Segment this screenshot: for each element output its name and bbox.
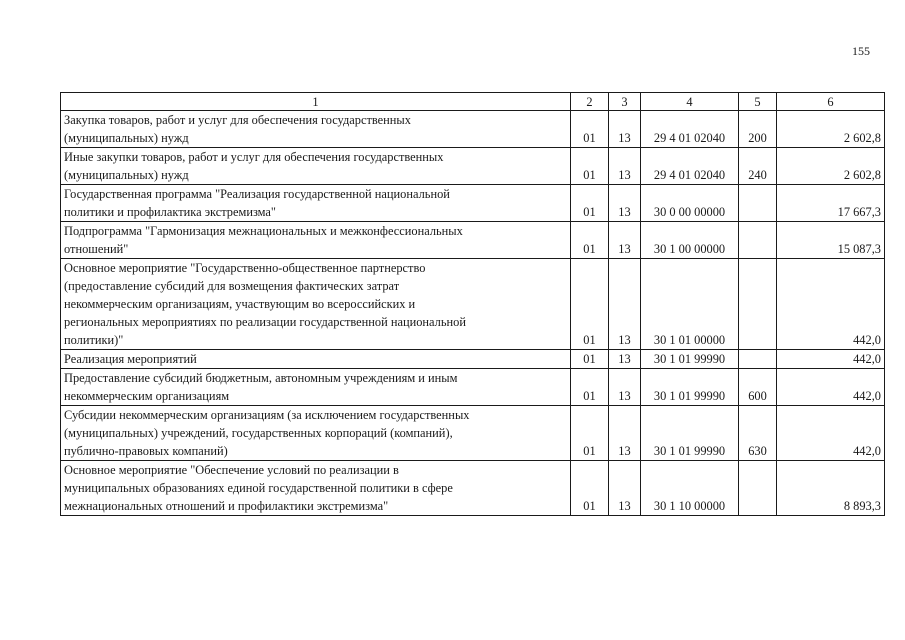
- row-name: [61, 369, 571, 406]
- row-section: 01: [571, 350, 609, 369]
- table-row: [61, 350, 885, 369]
- row-section: 01: [571, 406, 609, 461]
- row-name: [61, 222, 571, 259]
- table-row: [61, 222, 885, 259]
- row-target-code: 30 1 01 00000: [641, 259, 739, 350]
- row-name-line: (муниципальных) нужд: [64, 131, 189, 145]
- row-name: [61, 350, 571, 369]
- row-expense-type: 600: [739, 369, 777, 406]
- table-body: [61, 111, 885, 516]
- row-subsection: 13: [609, 111, 641, 148]
- row-subsection: 13: [609, 461, 641, 516]
- row-subsection: 13: [609, 406, 641, 461]
- table-row: [61, 369, 885, 406]
- row-expense-type: 200: [739, 111, 777, 148]
- row-name-line: межнациональных отношений и профилактики экстремизма": [64, 499, 389, 513]
- row-section: 01: [571, 461, 609, 516]
- row-target-code: 30 1 01 99990: [641, 350, 739, 369]
- row-name-line: Основное мероприятие "Обеспечение условий по реализации в: [64, 463, 399, 477]
- row-section: 01: [571, 148, 609, 185]
- row-expense-type: 240: [739, 148, 777, 185]
- row-expense-type: [739, 185, 777, 222]
- row-name-line: Закупка товаров, работ и услуг для обеспечения государственных: [64, 113, 411, 127]
- row-name-line: некоммерческим организациям: [64, 389, 230, 403]
- row-name-line: Основное мероприятие "Государственно-общественное партнерство: [64, 261, 426, 275]
- row-expense-type: [739, 222, 777, 259]
- row-name: [61, 259, 571, 350]
- row-target-code: 30 0 00 00000: [641, 185, 739, 222]
- table-row: [61, 148, 885, 185]
- row-name: [61, 148, 571, 185]
- table-row: [61, 185, 885, 222]
- row-target-code: 30 1 00 00000: [641, 222, 739, 259]
- row-name-line: политики)": [64, 333, 124, 347]
- row-name-line: (муниципальных) учреждений, государственных корпораций (компаний),: [64, 426, 453, 440]
- row-name-line: Подпрограмма "Гармонизация межнациональных и межконфессиональных: [64, 224, 463, 238]
- page-number: 155: [852, 44, 870, 58]
- row-subsection: 13: [609, 350, 641, 369]
- row-amount: 8 893,3: [777, 461, 885, 516]
- row-subsection: 13: [609, 185, 641, 222]
- row-amount: 442,0: [777, 350, 885, 369]
- row-name-line: (муниципальных) нужд: [64, 168, 189, 182]
- row-name: [61, 406, 571, 461]
- row-name-line: публично-правовых компаний): [64, 444, 228, 458]
- row-name-line: Государственная программа "Реализация государственной национальной: [64, 187, 450, 201]
- row-expense-type: [739, 461, 777, 516]
- row-target-code: 30 1 01 99990: [641, 406, 739, 461]
- row-target-code: 30 1 01 99990: [641, 369, 739, 406]
- row-name: [61, 111, 571, 148]
- row-expense-type: [739, 350, 777, 369]
- row-name-line: (предоставление субсидий для возмещения фактических затрат: [64, 279, 400, 293]
- row-subsection: 13: [609, 148, 641, 185]
- header-row: [61, 93, 885, 111]
- row-name-line: Субсидии некоммерческим организациям (за исключением государственных: [64, 408, 470, 422]
- table-row: [61, 111, 885, 148]
- row-name-line: Предоставление субсидий бюджетным, автономным учреждениям и иным: [64, 371, 458, 385]
- row-name-line: Реализация мероприятий: [64, 352, 197, 366]
- table-row: [61, 259, 885, 350]
- row-expense-type: 630: [739, 406, 777, 461]
- row-section: 01: [571, 259, 609, 350]
- column-header-6: 6: [777, 93, 885, 111]
- column-header-5: 5: [739, 93, 777, 111]
- row-amount: 2 602,8: [777, 148, 885, 185]
- row-target-code: 29 4 01 02040: [641, 111, 739, 148]
- row-target-code: 29 4 01 02040: [641, 148, 739, 185]
- row-section: 01: [571, 369, 609, 406]
- row-subsection: 13: [609, 369, 641, 406]
- row-amount: 442,0: [777, 259, 885, 350]
- row-name-line: региональных мероприятиях по реализации государственной национальной: [64, 315, 466, 329]
- column-header-4: 4: [641, 93, 739, 111]
- row-target-code: 30 1 10 00000: [641, 461, 739, 516]
- row-amount: 442,0: [777, 406, 885, 461]
- column-header-3: 3: [609, 93, 641, 111]
- row-amount: 2 602,8: [777, 111, 885, 148]
- table-row: [61, 461, 885, 516]
- column-header-2: 2: [571, 93, 609, 111]
- row-subsection: 13: [609, 222, 641, 259]
- row-name-line: Иные закупки товаров, работ и услуг для обеспечения государственных: [64, 150, 444, 164]
- table-row: [61, 406, 885, 461]
- row-amount: 15 087,3: [777, 222, 885, 259]
- row-amount: 17 667,3: [777, 185, 885, 222]
- row-name-line: некоммерческим организациям, участвующим во всероссийских и: [64, 297, 416, 311]
- row-section: 01: [571, 185, 609, 222]
- budget-table: [60, 92, 885, 516]
- row-subsection: 13: [609, 259, 641, 350]
- row-name-line: муниципальных образованиях единой государственной политики в сфере: [64, 481, 453, 495]
- row-name-line: отношений": [64, 242, 129, 256]
- row-amount: 442,0: [777, 369, 885, 406]
- row-expense-type: [739, 259, 777, 350]
- column-header-1: 1: [61, 93, 571, 111]
- row-section: 01: [571, 222, 609, 259]
- row-name: [61, 461, 571, 516]
- row-section: 01: [571, 111, 609, 148]
- row-name: [61, 185, 571, 222]
- row-name-line: политики и профилактика экстремизма": [64, 205, 276, 219]
